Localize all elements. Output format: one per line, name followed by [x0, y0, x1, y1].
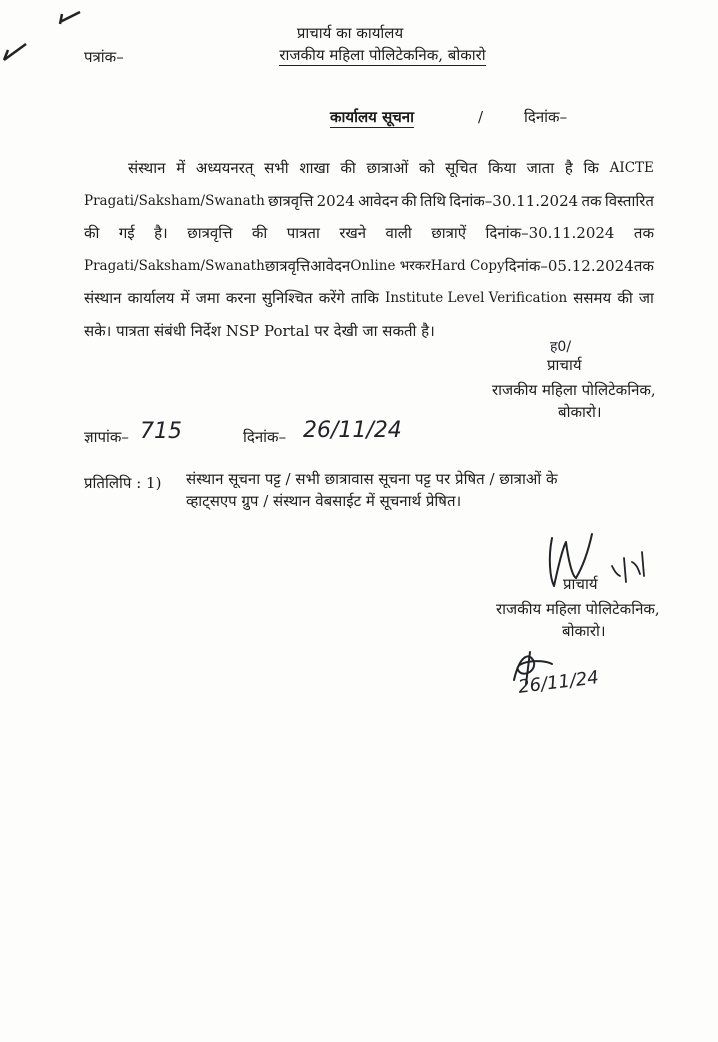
- initial-date: 26/11/24: [517, 667, 600, 698]
- word: सूचित: [445, 159, 478, 177]
- word: जमा: [195, 289, 220, 307]
- memo-date: 26/11/24: [303, 418, 402, 443]
- word: करना: [225, 289, 256, 307]
- word: छात्राऐं: [431, 224, 467, 242]
- word: ससमय: [573, 289, 612, 307]
- word: Online भरकर: [350, 257, 431, 274]
- principal-signature: [530, 528, 670, 598]
- word: वाली: [385, 224, 412, 242]
- signature-institute: राजकीय महिला पोलिटेकनिक,: [496, 600, 660, 618]
- memo-date-label: दिनांक–: [243, 428, 287, 446]
- word: तिथि: [420, 191, 446, 210]
- word: आवेदन: [358, 191, 399, 210]
- institute-name: [250, 46, 515, 66]
- word: सुनिश्चित: [261, 289, 313, 307]
- word: की: [617, 289, 633, 307]
- word: कि: [583, 159, 599, 177]
- body-line: [84, 250, 654, 283]
- word: है।: [154, 224, 168, 242]
- word: संस्थान: [128, 159, 166, 177]
- word: को: [419, 159, 435, 177]
- word: विस्तारित: [604, 191, 654, 210]
- word: है: [564, 159, 573, 177]
- signature-mark: ह0/: [550, 339, 572, 355]
- signature-place: बोकारो।: [562, 622, 606, 640]
- word: छात्राओं: [366, 159, 409, 177]
- word: तक: [581, 191, 602, 210]
- word: दिनांक–05.12.2024: [504, 256, 634, 275]
- word: छात्रवृत्ति: [187, 224, 233, 242]
- word: की: [340, 159, 356, 177]
- word: दिनांक–30.11.2024: [449, 191, 579, 210]
- signature-place: बोकारो।: [558, 403, 602, 421]
- word: पात्रता: [286, 224, 320, 242]
- word: Pragati/Saksham/Swanath: [84, 192, 265, 209]
- body-last-line: सके। पात्रता संबंधी निर्देश NSP Portal पर देखी जा सकती है।: [84, 321, 435, 340]
- body-line: [84, 217, 654, 250]
- notice-date-label: दिनांक–: [524, 108, 568, 126]
- word: तक: [633, 224, 654, 242]
- word: सभी: [264, 159, 289, 177]
- word: में: [180, 289, 190, 307]
- word: की: [251, 224, 268, 242]
- word: ताकि: [351, 289, 379, 307]
- memo-number-label: ज्ञापांक–: [84, 428, 129, 446]
- word: में: [176, 159, 186, 177]
- word: अध्ययनरत्: [195, 159, 254, 177]
- body-line: [84, 185, 654, 218]
- office-title: प्राचार्य का कार्यालय: [296, 24, 404, 42]
- word: Institute Level Verification: [384, 290, 568, 306]
- word: दिनांक–30.11.2024: [485, 224, 615, 242]
- word: 2024: [316, 191, 355, 210]
- word: छात्रवृत्ति: [268, 191, 314, 210]
- signature-designation: प्राचार्य: [547, 356, 582, 374]
- word: किया: [487, 159, 516, 177]
- ref-number-label: पत्रांक–: [84, 48, 124, 66]
- word: तक: [633, 256, 654, 275]
- word: आवेदन: [310, 256, 351, 275]
- institute-name-text: राजकीय महिला पोलिटेकनिक, बोकारो: [279, 46, 486, 64]
- word: जाता: [526, 159, 555, 177]
- word: की: [401, 191, 417, 210]
- memo-number: 715: [140, 419, 182, 444]
- body-line: [84, 282, 654, 315]
- word: की: [84, 224, 100, 242]
- word: संस्थान: [84, 289, 122, 307]
- word: छात्रवृत्ति: [264, 256, 311, 275]
- word: गई: [118, 224, 135, 242]
- body-line: [84, 152, 654, 185]
- word: AICTE: [609, 160, 654, 176]
- copy-label: प्रतिलिपि : 1): [84, 474, 162, 492]
- word: Pragati/Saksham/Swanath: [84, 257, 265, 274]
- heading-slash: /: [478, 108, 484, 126]
- word: जा: [638, 289, 654, 307]
- notice-body: [84, 152, 654, 347]
- notice-heading-text: कार्यालय सूचना: [330, 108, 414, 126]
- signature-institute: राजकीय महिला पोलिटेकनिक,: [492, 381, 656, 399]
- word: रखने: [339, 224, 367, 242]
- word: कार्यालय: [127, 289, 175, 307]
- word: शाखा: [299, 159, 330, 177]
- copy-line: व्हाट्सएप ग्रुप / संस्थान वेबसाईट में सूचनार्थ प्रेषित।: [186, 492, 462, 510]
- word: Hard Copy: [430, 257, 505, 274]
- notice-heading: [330, 108, 414, 128]
- word: करेंगे: [318, 289, 345, 307]
- signature-designation: प्राचार्य: [563, 575, 598, 593]
- copy-line: संस्थान सूचना पट्ट / सभी छात्रावास सूचना पट्ट पर प्रेषित / छात्राओं के: [186, 470, 558, 488]
